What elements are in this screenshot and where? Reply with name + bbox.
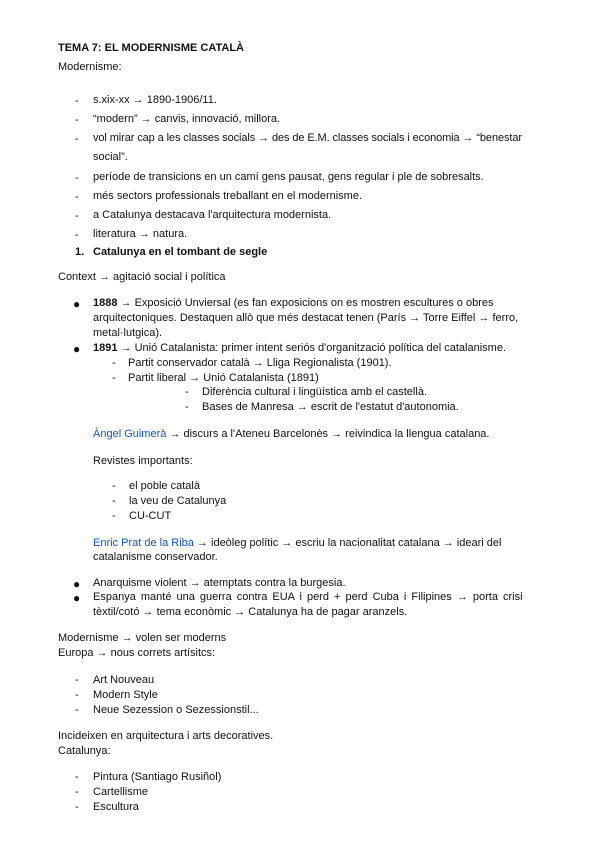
list-item: s.xix-xx → 1890-1906/11. [93, 94, 217, 106]
dash-marker: - [75, 674, 79, 686]
bullet-marker: ● [73, 591, 81, 605]
bullet-marker: ● [73, 297, 81, 311]
revista-item: la veu de Catalunya [129, 495, 227, 507]
dash-marker: - [75, 133, 79, 145]
bullet-1888-line-3: metal·lutgica). [93, 327, 163, 339]
dash-marker: - [112, 357, 116, 369]
prat-line-2: catalanisme conservador. [93, 551, 218, 563]
context-line: Context → agitació social i política [58, 271, 226, 283]
dash-marker: - [75, 689, 79, 701]
corrent-item: Neue Sezession o Sezessionstil... [93, 704, 259, 716]
doc-title: TEMA 7: EL MODERNISME CATALÀ [58, 42, 244, 54]
intro-label: Modernisme: [58, 61, 122, 73]
prat-text: → ideòleg polític → escriu la nacionalitat catalana → ideari del [193, 537, 502, 549]
list-item: vol mirar cap a les classes socials → des de E.M. classes socials i economia → “benestar [93, 132, 522, 144]
bullet-espanya-line-2: tèxtil/cotó → tema econòmic → Catalunya ha de pagar aranzels. [93, 606, 408, 618]
dash-marker: - [75, 786, 79, 798]
corrent-item: Modern Style [93, 689, 158, 701]
dash-marker: - [185, 401, 189, 413]
dash-marker: - [75, 191, 79, 203]
dash-marker: - [75, 95, 79, 107]
bullet-anarquisme: Anarquisme violent → atemptats contra la burgesia. [93, 577, 346, 589]
dash-marker: - [75, 704, 79, 716]
list-item: període de transicions en un camí gens pausat, gens regular i ple de sobresalts. [93, 171, 484, 183]
bullet-1888 [93, 297, 494, 310]
dash-marker: - [112, 372, 116, 384]
year-1891: 1891 [93, 342, 118, 354]
catalunya-label: Catalunya: [58, 745, 111, 757]
list-item: literatura → natura. [93, 228, 188, 240]
bullet-1891-text: → Unió Catalanista: primer intent seriós d'organització política del catalanisme. [117, 342, 506, 354]
year-1888: 1888 [93, 297, 118, 309]
revistes-label: Revistes importants: [93, 455, 193, 467]
guimera-line [93, 428, 489, 441]
revista-item: CU-CUT [129, 510, 172, 522]
europa-line: Europa → nous correts artísitcs: [58, 647, 216, 659]
prat-link[interactable]: Enric Prat de la Riba [93, 537, 194, 549]
list-item: més sectors professionals treballant en el modernisme. [93, 190, 363, 202]
corrent-item: Art Nouveau [93, 674, 155, 686]
dash-marker: - [75, 114, 79, 126]
bullet-espanya: Espanya manté una guerra contra EUA i perd + perd Cuba i Filipines → porta crisi [93, 591, 523, 603]
section-title: Catalunya en el tombant de segle [93, 246, 268, 258]
bullet-1891 [93, 342, 506, 355]
dash-marker: - [75, 172, 79, 184]
list-item-continuation: social”. [93, 151, 128, 163]
subsub-item: Bases de Manresa → escrit de l'estatut d'autonomia. [202, 401, 459, 413]
list-item: “modern” → canvis, innovació, millora. [93, 113, 281, 125]
catalunya-item: Pintura (Santiago Rusiñol) [93, 771, 222, 783]
dash-marker: - [112, 495, 116, 507]
bullet-1888-line-2: arquitectoniques. Destaquen allò que més destacat tenen (París → Torre Eiffel → ferro, [93, 312, 519, 324]
catalunya-item: Escultura [93, 801, 139, 813]
dash-marker: - [75, 210, 79, 222]
dash-marker: - [75, 771, 79, 783]
sub-item: Partit liberal → Unió Catalanista (1891) [128, 372, 319, 384]
catalunya-item: Cartellisme [93, 786, 149, 798]
bullet-1888-text: → Exposició Unviersal (es fan exposicions on es mostren escultures o obres [117, 297, 494, 309]
section-number: 1. [75, 246, 85, 258]
dash-marker: - [75, 801, 79, 813]
guimera-link[interactable]: Àngel Guimerà [93, 428, 167, 440]
guimera-text: → discurs a l'Ateneu Barcelonès → reivindica la llengua catalana. [166, 428, 490, 440]
dash-marker: - [75, 229, 79, 241]
modernisme-line: Modernisme → volen ser moderns [58, 632, 227, 644]
sub-item: Partit conservador català → Lliga Regionalista (1901). [128, 357, 392, 369]
dash-marker: - [112, 510, 116, 522]
bullet-marker: ● [73, 577, 81, 591]
dash-marker: - [185, 386, 189, 398]
prat-line [93, 537, 501, 550]
subsub-item: Diferència cultural i lingüística amb el castellà. [202, 386, 427, 398]
dash-marker: - [112, 480, 116, 492]
bullet-marker: ● [73, 342, 81, 356]
revista-item: el poble català [129, 480, 200, 492]
list-item: a Catalunya destacava l'arquitectura modernista. [93, 209, 332, 221]
incideixen-line: Incideixen en arquitectura i arts decoratives. [58, 730, 274, 742]
